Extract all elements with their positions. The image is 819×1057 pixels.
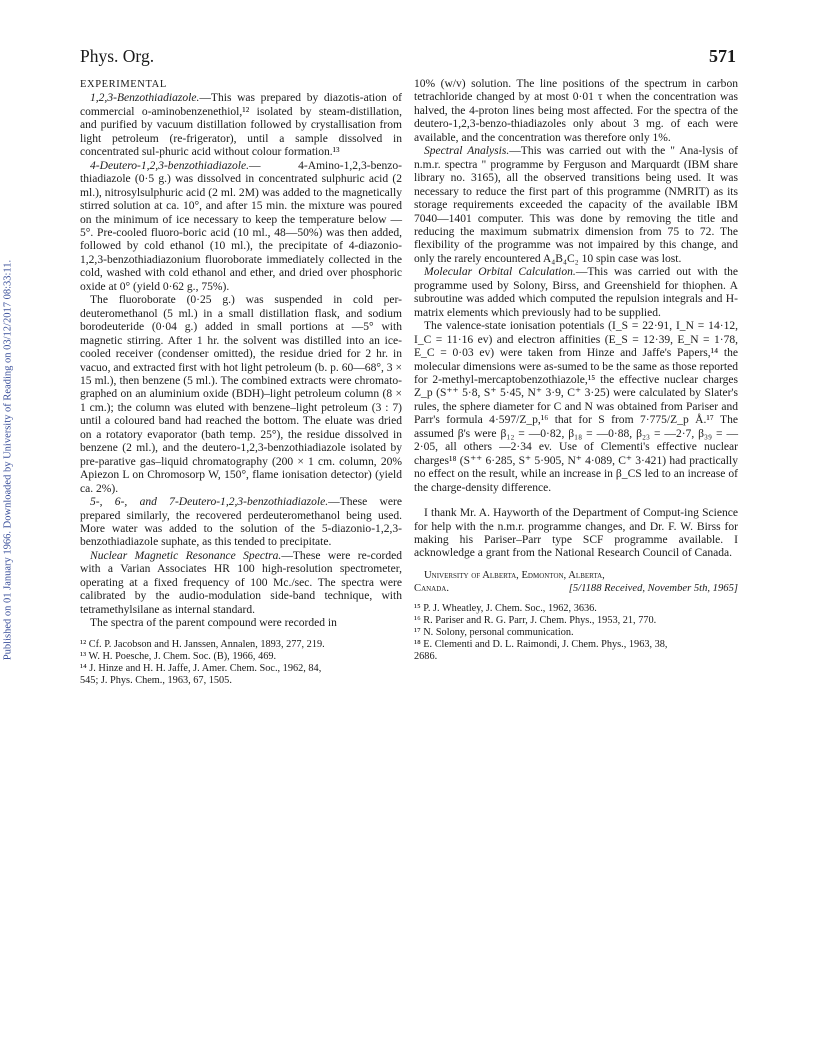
run-in-heading: 4-Deutero-1,2,3-benzothiadiazole. bbox=[90, 159, 249, 172]
paragraph-text: —This was carried out with the " Ana-lysis of n.m.r. spectra " programme by Ferguson and Marquardt (IBM share library no. 3165), all the observed transitions being used. It was necessary to reduce the first part of this programme (NMRIT) as its storage requirements exceeded the capacity of the available IBM 7040—1401 computer. This was done by removing the title and reducing the maximum submatrix dimension from 75 to 72. The flexibility of the programme was not impaired by this change, and only the rarely encountered A₄B₄C₂ 10 spin case was lost. bbox=[414, 145, 738, 265]
paragraph-spectral-analysis bbox=[414, 145, 738, 266]
paragraph-text: —This was carried out with the programme used by Solony, Birss, and Greenshield for thiophen. A subroutine was added which computed the repulsion integrals and H-matrix elements which previously had to be supplied. bbox=[414, 266, 738, 319]
footnotes-right bbox=[414, 603, 738, 663]
run-in-heading: Spectral Analysis. bbox=[424, 145, 510, 158]
paragraph-ionisation-potentials: The valence-state ionisation potentials (I_S = 22·91, I_N = 14·12, I_C = 11·16 ev) and electron affinities (E_S = 12·39, E_N = 1·78, E_C = 0·03 ev) were taken from Hinze and Jaffe's Papers,¹⁴ the molecular dimensions were as-sumed to be the same as those reported for 2-methyl-mercaptobenzothiazole,¹⁵ the effective nuclear charges Z_p (S⁺⁺ 5·8, S⁺ 5·45, N⁺ 3·9, C⁺ 3·25) were calculated by Slater's rules, the sphere diameter for C and N was obtained from Pariser and Parr's formula 4·597/Z_p,¹⁶ that for S from 7·775/Z_p Å.¹⁷ The assumed β's were β₁₂ = —0·82, β₁₈ = —0·88, β₂₃ = —2·7, β₃₉ = —2·05, all others —2·34 ev. Use of Clementi's effective nuclear charges¹⁸ (S⁺⁺ 6·285, S⁺ 5·905, N⁺ 4·089, C⁺ 3·421) had practically no effect on the result, while an increase in β_CS led to an increase of the charge-density difference. bbox=[414, 320, 738, 494]
address-institution: University of Alberta, Edmonton, Alberta, bbox=[424, 569, 605, 581]
paragraph-text: —These were re-corded with a Varian Associates HR 100 high-resolution spectrometer, operating at a fixed frequency of 100 Mc./sec. The spectra were calibrated by the audio-modulation side-band technique, with tetramethylsilane as internal standard. bbox=[80, 549, 403, 616]
acknowledgement: I thank Mr. A. Hayworth of the Department of Comput-ing Science for help with the n.m.r. programme changes, and Dr. F. W. Birss for making his Pariser–Parr type SCF programme available. I acknowledge a grant from the National Research Council of Canada. bbox=[414, 507, 738, 560]
paragraph-text: —These were prepared similarly, the recovered perdeuteromethanol being used. More water was added to the solution of the 5-diazonio-1,2,3-benzothiadiazole suphate, as this tended to precipitate. bbox=[80, 496, 402, 549]
paragraph-continued-solution: 10% (w/v) solution. The line positions of the spectrum in carbon tetrachloride changed by at most 0·01 τ when the concentration was halved, the 4-proton lines being most affected. For the spectra of the deutero-1,2,3-benzo-thiadiazoles only about 3 mg. of each were available, and the concentration was therefore only 1%. bbox=[414, 78, 738, 144]
footnote-14-continued: 545; J. Phys. Chem., 1963, 67, 1505. bbox=[80, 674, 232, 686]
section-heading: EXPERIMENTAL bbox=[80, 79, 167, 90]
footnote-13: ¹³ W. H. Poesche, J. Chem. Soc. (B), 1966, 469. bbox=[80, 650, 277, 662]
paragraph-nmr-spectra bbox=[80, 550, 402, 617]
run-in-heading: Nuclear Magnetic Resonance Spectra. bbox=[90, 549, 282, 562]
run-in-heading: 5-, 6-, and 7-Deutero-1,2,3-benzothiadiazole. bbox=[90, 496, 329, 509]
paragraph-mo-calculation bbox=[414, 266, 738, 320]
footnote-18: ¹⁸ E. Clementi and D. L. Raimondi, J. Chem. Phys., 1963, 38, bbox=[414, 638, 668, 650]
paragraph-4-deutero bbox=[80, 160, 402, 295]
footnote-15: ¹⁵ P. J. Wheatley, J. Chem. Soc., 1962, 3636. bbox=[414, 602, 597, 614]
paragraph-parent-spectra: The spectra of the parent compound were recorded in bbox=[90, 617, 337, 630]
received-date: [5/1188 Received, November 5th, 1965] bbox=[568, 582, 738, 594]
right-column bbox=[414, 78, 738, 663]
paragraph-text: — 4-Amino-1,2,3-benzo-thiadiazole (0·5 g.) was dissolved in concentrated sulphuric acid (2 ml.), nitrosylsulphuric acid (2 ml. 2M) was added to the magnetically stirred solution at ca. 10°, and after 15 min. the mixture was poured on the minimum of ice necessary to keep the temperature below —5°. Pre-cooled fluoro-boric acid (10 ml., 48—50%) was then added, followed by cold ethanol (10 ml.), the precipitate of 4-diazonio-1,2,3-benzothiadiazonium fluoroborate immediately collected in the cold, washed with cold ethanol and ether, and dried over phosphoric oxide at 0° (yield 0·62 g., 75%). bbox=[80, 159, 402, 293]
paragraph-benzothiadiazole bbox=[80, 92, 402, 159]
paragraph-fluoroborate: The fluoroborate (0·25 g.) was suspended in cold per-deuteromethanol (5 ml.) in a small distillation flask, and sodium borodeuteride (0·04 g.) added in small portions at —5° with magnetic stirring. After 1 hr. the solvent was distilled into an ice-cooled receiver (condenser omitted), the residue dried for 2 hr. in vacuo, and extracted first with hot light petroleum (b. p. 60—68°, 3 × 15 ml.), then benzene (5 ml.). The combined extracts were chromato-graphed on an aluminium oxide (BDH)–light petroleum column (8 × 1 cm.); the column was eluted with benzene–light petroleum (3 : 7) until a coloured band had reached the bottom. The eluate was dried on a rotatory evaporator (bath temp. 25°), the residue dissolved in benzene (2 ml.), and the deutero-1,2,3-benzothiadiazole isolated by pre-parative gas–liquid chromatography (200 × 1 cm. column, 20% Apiezon L on Chromosorp W, 150°, flame ionisation detector) (yield ca. 2%). bbox=[80, 294, 402, 495]
address-country: Canada. bbox=[414, 582, 449, 594]
address-row bbox=[414, 582, 738, 595]
run-in-heading: 1,2,3-Benzothiadiazole. bbox=[90, 92, 200, 105]
journal-section-title: Phys. Org. bbox=[80, 46, 155, 66]
download-side-note bbox=[2, 180, 14, 740]
footnote-18-continued: 2686. bbox=[414, 650, 438, 662]
left-column bbox=[80, 78, 402, 687]
footnotes-left bbox=[80, 639, 402, 687]
footnote-12: ¹² Cf. P. Jacobson and H. Janssen, Annalen, 1893, 277, 219. bbox=[80, 638, 325, 650]
running-head bbox=[80, 46, 736, 70]
footnote-17: ¹⁷ N. Solony, personal communication. bbox=[414, 626, 574, 638]
paragraph-text: —This was prepared by diazotis-ation of commercial o-aminobenzenethiol,¹² isolated by steam-distillation, and purified by vacuum distillation followed by crystallisation from light petroleum (re-frigerator), until a sample dissolved in concentrated sul-phuric acid without colour formation.¹³ bbox=[80, 92, 402, 159]
page-number: 571 bbox=[709, 46, 736, 66]
section-gap bbox=[414, 495, 738, 507]
footnote-16: ¹⁶ R. Pariser and R. G. Parr, J. Chem. Phys., 1953, 21, 770. bbox=[414, 614, 657, 626]
footnote-14: ¹⁴ J. Hinze and H. H. Jaffe, J. Amer. Chem. Soc., 1962, 84, bbox=[80, 662, 322, 674]
paragraph-5-6-7-deutero bbox=[80, 496, 402, 550]
author-address bbox=[414, 569, 738, 595]
download-side-note-text: Published on 01 January 1966. Downloaded by University of Reading on 03/12/2017 08:33:11. bbox=[2, 259, 14, 661]
run-in-heading: Molecular Orbital Calculation. bbox=[424, 266, 576, 279]
